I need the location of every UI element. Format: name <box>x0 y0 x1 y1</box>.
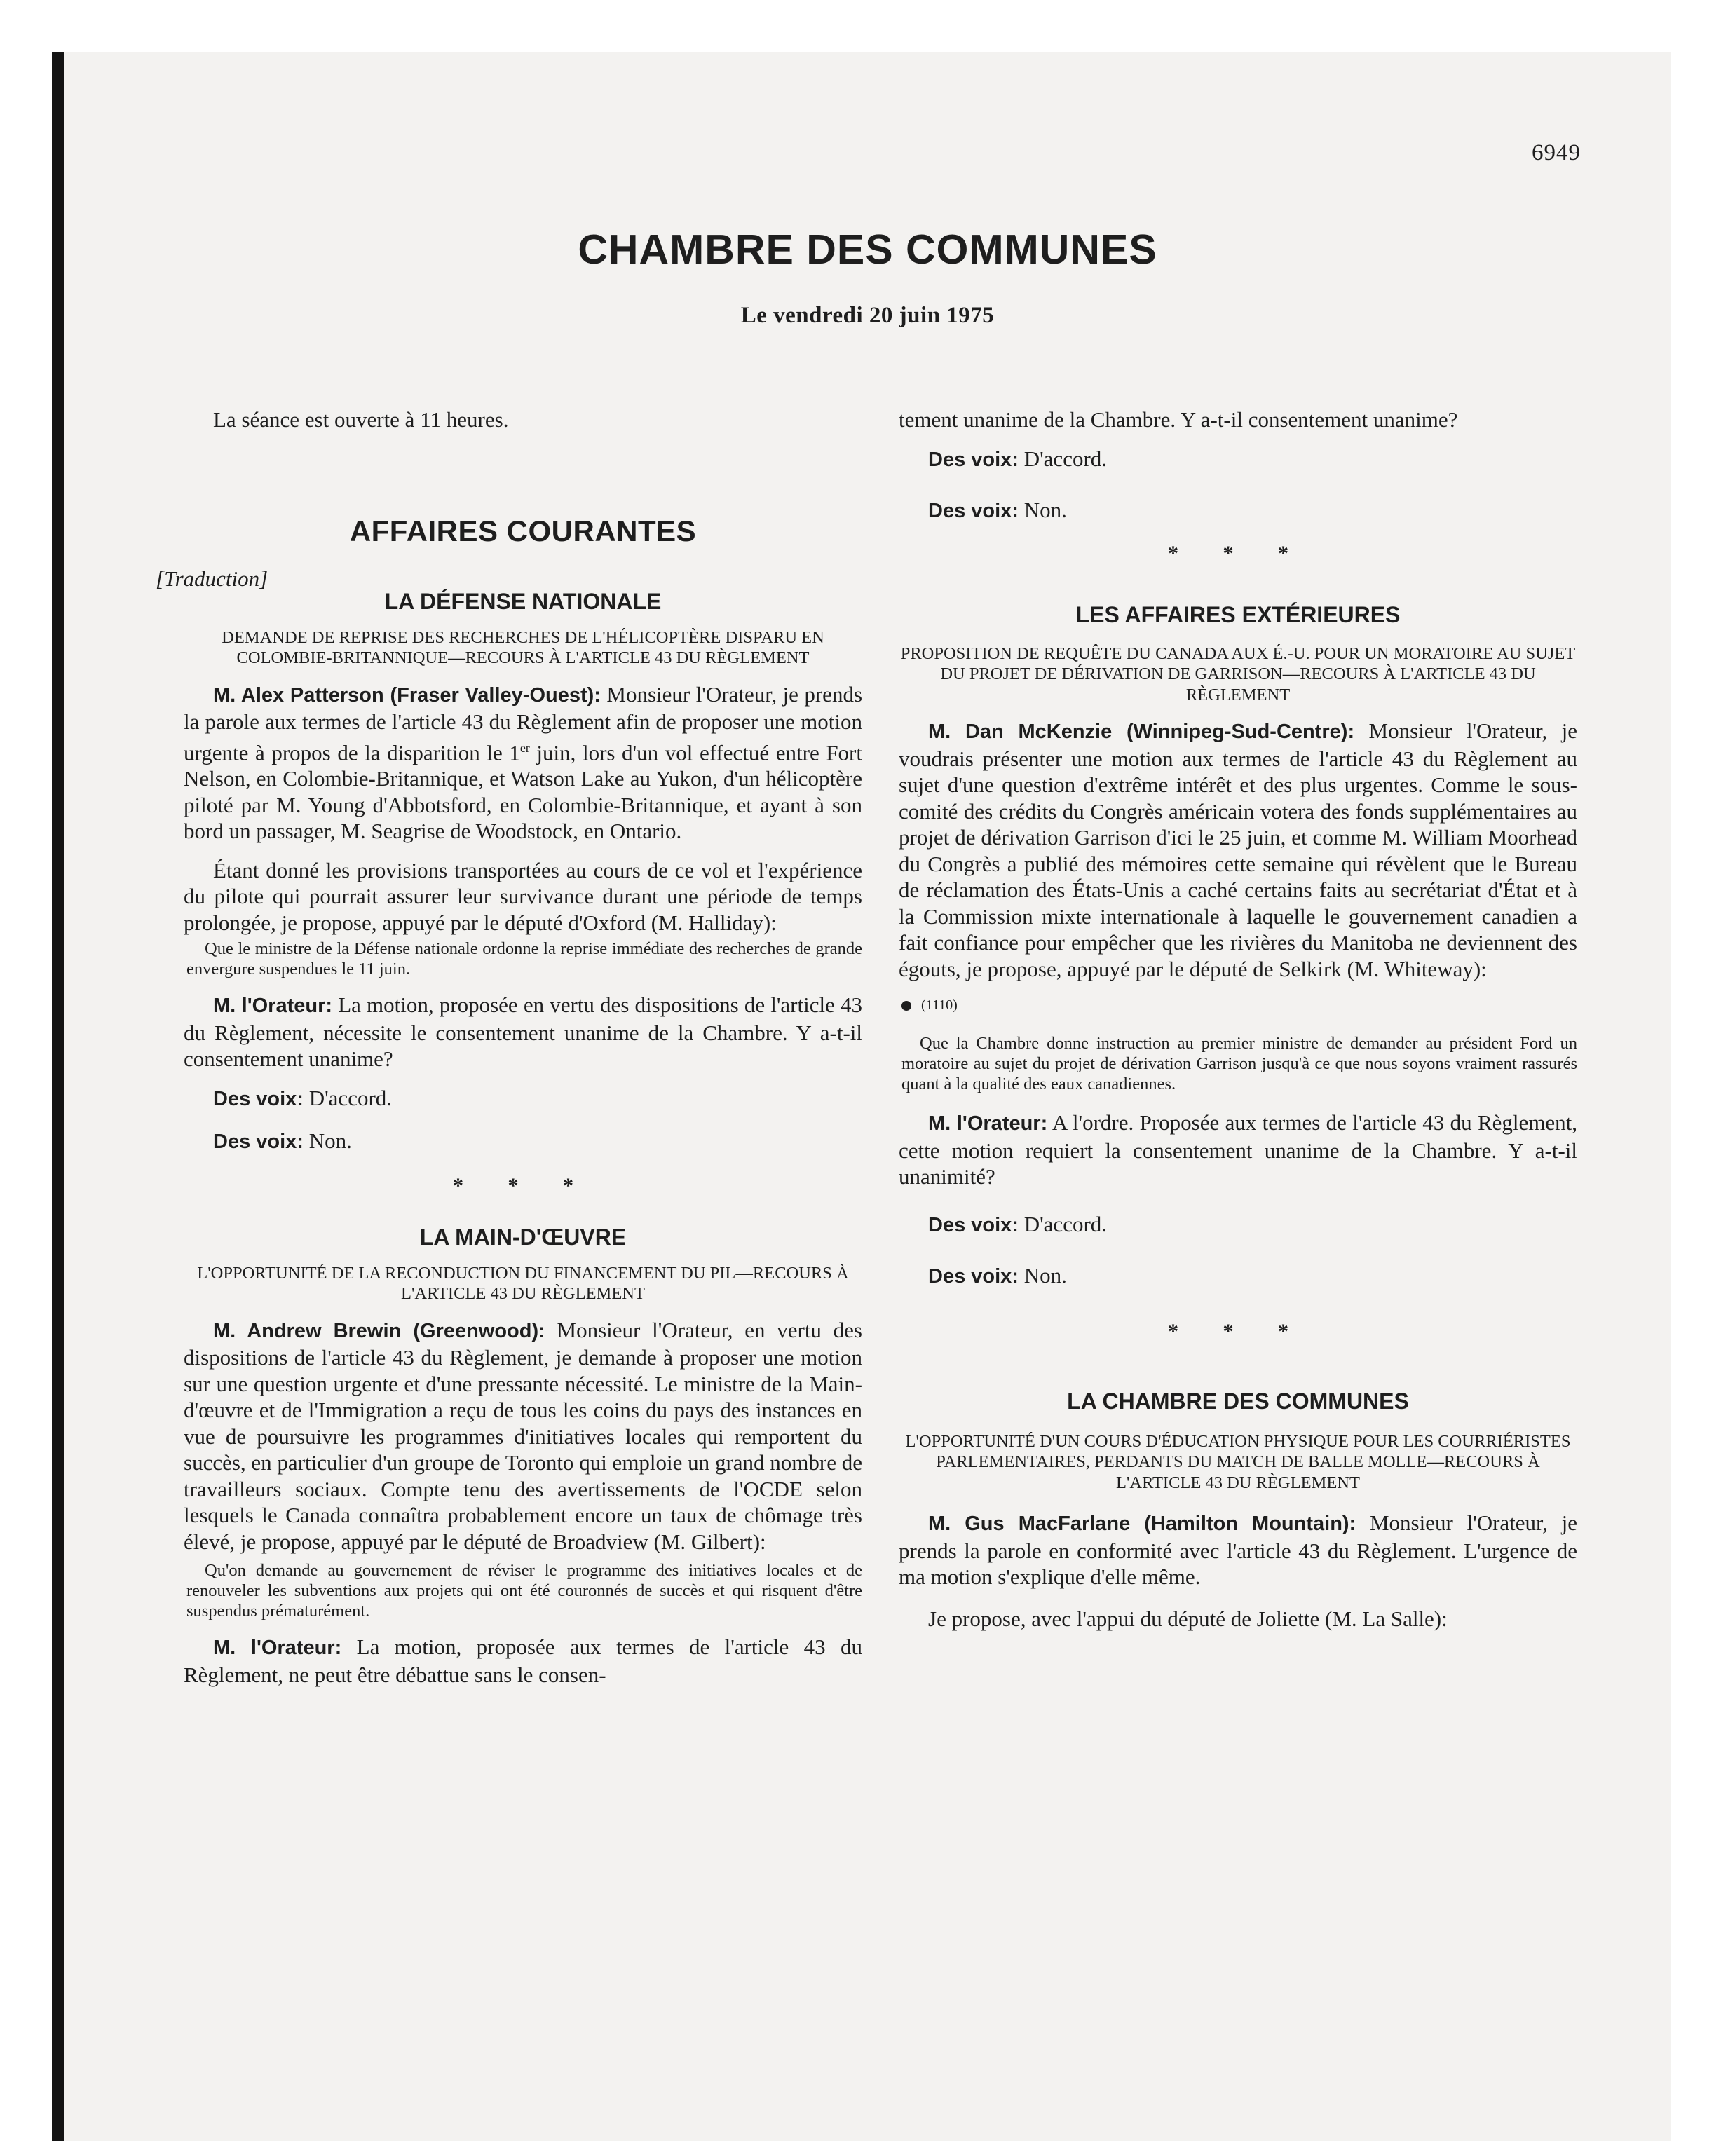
time-marker <box>899 997 1577 1014</box>
speaker-name: M. Alex Patterson (Fraser Valley-Ouest): <box>213 683 601 707</box>
speaker-name: M. Andrew Brewin (Greenwood): <box>213 1319 545 1342</box>
subhead-affaires-exterieures: PROPOSITION DE REQUÊTE DU CANADA AUX É.-U. POUR UN MORATOIRE AU SUJET DU PROJET DE DÉRIVATION DE GARRISON—RECOURS À L'ARTICLE 43 DU RÈGLEMENT <box>900 643 1576 704</box>
subhead-main-oeuvre: L'OPPORTUNITÉ DE LA RECONDUCTION DU FINANCEMENT DU PIL—RECOURS À L'ARTICLE 43 DU RÈGLEMENT <box>197 1263 849 1304</box>
speech-text: Non. <box>303 1128 352 1154</box>
speaker-name: Des voix: <box>928 1213 1019 1236</box>
section-separator: * * * <box>453 1173 593 1197</box>
speaker-name: Des voix: <box>928 500 1019 522</box>
subhead-chambre: L'OPPORTUNITÉ D'UN COURS D'ÉDUCATION PHYSIQUE POUR LES COURRIÉRISTES PARLEMENTAIRES, PERDANTS DU MATCH DE BALLE MOLLE—RECOURS À L'ARTICLE 43 DU RÈGLEMENT <box>905 1431 1571 1492</box>
speech-text: A l'ordre. Proposée aux termes de l'article 43 du Règlement, cette motion requiert la consentement unanime de la Chambre. Y a-t-il unanimité? <box>899 1110 1577 1189</box>
speech-text: juin, lors d'un vol effectué entre Fort Nelson, en Colombie-Britannique, et Watson Lake au Yukon, d'un hélicoptère piloté par M. Young d'Abbotsford, en Colombie-Britannique, et ayant à son bord un passager, M. Seagrise de Woodstock, en Ontario. <box>184 739 862 844</box>
paragraph-macfarlane <box>899 1510 1577 1590</box>
speaker-name: M. l'Orateur: <box>213 995 333 1018</box>
speaker-name: Des voix: <box>213 1087 304 1110</box>
paragraph-brewin <box>184 1317 862 1555</box>
paragraph-orateur <box>184 1634 862 1688</box>
speech-text: La motion, proposée en vertu des dispositions de l'article 43 du Règlement, nécessite le consentement unanime de la Chambre. Y a-t-il consentement unanime? <box>184 992 863 1072</box>
masthead-title: CHAMBRE DES COMMUNES <box>578 226 1157 273</box>
page-number: 6949 <box>1532 140 1581 165</box>
paragraph-patterson <box>184 681 862 845</box>
speech-text: D'accord. <box>1018 1211 1108 1236</box>
speaker-name: M. l'Orateur: <box>213 1637 342 1660</box>
section-title: AFFAIRES COURANTES <box>349 514 697 547</box>
paragraph-orateur <box>899 1110 1577 1190</box>
paragraph-voix <box>899 497 1577 525</box>
motion-quote: Que le ministre de la Défense nationale ordonne la reprise immédiate des recherches de grande envergure suspendues le 11 juin. <box>186 939 862 979</box>
speaker-name: M. Dan McKenzie (Winnipeg-Sud-Centre): <box>928 721 1355 743</box>
speech-text: Non. <box>1018 1263 1067 1288</box>
speech-text: Monsieur l'Orateur, je prends la parole aux termes de l'article 43 du Règlement afin de proposer une motion urgente à propos de la disparition le 1 <box>184 681 863 765</box>
speech-text: Monsieur l'Orateur, en vertu des dispositions de l'article 43 du Règlement, je demande à proposer une motion sur une question urgente et d'une pressante nécessité. Le ministre de la Main-d'œuvre et de l'Immigration a reçu de tous les coins du pays des instances en vue de poursuivre les programmes d'initiatives locales qui remportent du succès, en particulier d'un groupe de Toronto qui emploie un grand nombre de travailleurs sociaux. Compte tenu des avertissements de l'OCDE selon lesquels le Canada connaîtra probablement encore un taux de chômage très élevé, je propose, appuyé par le député de Broadview (M. Gilbert): <box>184 1317 862 1554</box>
paragraph-voix <box>899 446 1577 474</box>
rubric-affaires-exterieures: LES AFFAIRES EXTÉRIEURES <box>1075 601 1401 627</box>
speech-text: La motion, proposée aux termes de l'article 43 du Règlement, ne peut être débattue sans le consen- <box>184 1635 863 1687</box>
paragraph-mckenzie <box>899 718 1577 982</box>
paragraph-proposal: Je propose, avec l'appui du député de Joliette (M. La Salle): <box>928 1606 1448 1631</box>
section-separator: * * * <box>1168 1319 1308 1343</box>
motion-quote: Que la Chambre donne instruction au premier ministre de demander au président Ford un moratoire au sujet du projet de dérivation Garrison jusqu'à ce que nous soyons vraiment rassurés quant à la qualité des eaux canadiennes. <box>901 1034 1577 1093</box>
superscript: er <box>519 740 530 755</box>
speaker-name: Des voix: <box>213 1131 304 1154</box>
paragraph-provisions: Étant donné les provisions transportées au cours de ce vol et l'expérience du pilote qui pourrait assurer leur survivance durant une période de temps prolongée, je propose, appuyé par le député d'Oxford (M. Halliday): <box>184 857 862 935</box>
motion-quote: Qu'on demande au gouvernement de réviser le programme des initiatives locales et de renouveler les subventions aux projets qui ont été couronnés de succès et qui risquent d'être suspendus prématurément. <box>186 1561 862 1621</box>
speaker-name: Des voix: <box>928 448 1019 471</box>
translation-note: [Traduction] <box>156 566 268 591</box>
section-separator: * * * <box>1168 541 1308 565</box>
scan-left-edge <box>52 52 64 2141</box>
rubric-chambre: LA CHAMBRE DES COMMUNES <box>1067 1388 1409 1414</box>
session-date: Le vendredi 20 juin 1975 <box>740 303 995 328</box>
speech-text: Monsieur l'Orateur, je voudrais présenter une motion aux termes de l'article 43 du Règlement au sujet d'une question d'extrême intérêt et des plus urgentes. Comme le sous-comité des crédits du Congrès américain votera des fonds supplémentaires au projet de dérivation Garrison d'ici le 25 juin, et comme M. William Moorhead du Congrès a publié des mémoires cette semaine qui révèlent que le Bureau de réclamation des États-Unis a caché certains faits au secrétariat d'État et à la Commission mixte internationale à laquelle le gouvernement canadien a fait confiance pour empêcher que les rivières du Manitoba ne deviennent des égouts, je propose, appuyé par le député de Selkirk (M. Whiteway): <box>899 718 1577 981</box>
paragraph-continued: tement unanime de la Chambre. Y a-t-il consentement unanime? <box>899 407 1458 432</box>
opening-line: La séance est ouverte à 11 heures. <box>213 407 509 432</box>
speech-text: Non. <box>1018 498 1067 522</box>
time-text: (1110) <box>921 997 958 1013</box>
subhead-defense: DEMANDE DE REPRISE DES RECHERCHES DE L'HÉLICOPTÈRE DISPARU EN COLOMBIE-BRITANNIQUE—RECOURS À L'ARTICLE 43 DU RÈGLEMENT <box>222 627 824 667</box>
paragraph-voix <box>184 1128 862 1156</box>
paragraph-orateur <box>184 992 862 1072</box>
speech-text: Monsieur l'Orateur, je prends la parole en conformité avec l'article 43 du Règlement. L'urgence de ma motion s'explique d'elle même. <box>899 1510 1577 1589</box>
paragraph-voix <box>899 1262 1577 1290</box>
speaker-name: M. Gus MacFarlane (Hamilton Mountain): <box>928 1513 1356 1535</box>
speech-text: D'accord. <box>303 1085 393 1110</box>
paragraph-voix <box>899 1211 1577 1239</box>
speech-text: D'accord. <box>1018 446 1108 471</box>
speaker-name: Des voix: <box>928 1265 1019 1288</box>
paragraph-voix <box>184 1085 862 1113</box>
speaker-name: M. l'Orateur: <box>928 1112 1048 1135</box>
rubric-main-oeuvre: LA MAIN-D'ŒUVRE <box>419 1224 627 1250</box>
rubric-defense: LA DÉFENSE NATIONALE <box>384 588 662 614</box>
right-column <box>899 407 1577 1632</box>
left-column <box>156 407 863 1688</box>
bullet-icon <box>901 1001 911 1011</box>
